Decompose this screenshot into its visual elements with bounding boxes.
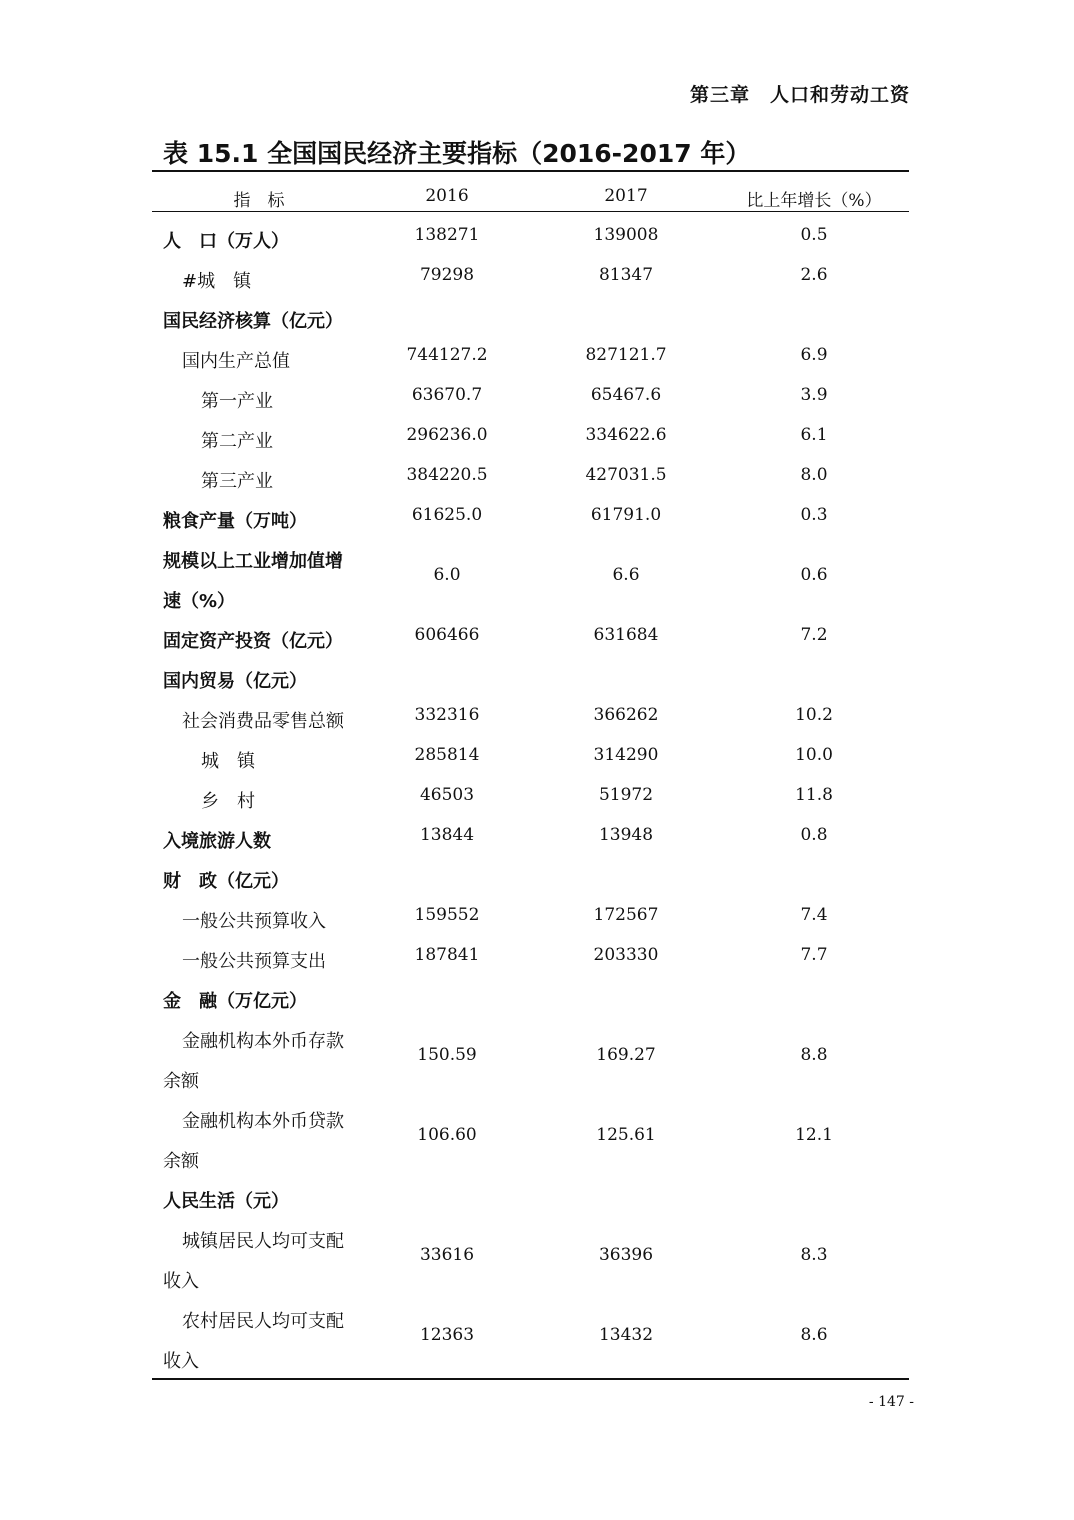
row-label: 速（%） <box>163 591 236 612</box>
row-label: 收入 <box>163 1271 199 1292</box>
cell-growth: 0.3 <box>800 505 828 525</box>
cell-v2017: 51972 <box>598 785 654 805</box>
column-header-2017: 2017 <box>604 186 648 206</box>
cell-growth: 7.4 <box>800 905 828 925</box>
cell-growth: 7.7 <box>800 945 828 965</box>
cell-growth: 6.9 <box>800 345 828 365</box>
cell-v2016: 12363 <box>419 1325 475 1345</box>
row-label: 规模以上工业增加值增 <box>163 551 343 572</box>
row-label: 一般公共预算支出 <box>182 951 326 972</box>
row-label: 农村居民人均可支配 <box>182 1311 344 1332</box>
cell-v2016: 285814 <box>414 745 480 765</box>
cell-v2017: 65467.6 <box>590 385 662 405</box>
row-label: 金融机构本外币贷款 <box>182 1111 344 1132</box>
column-header-2016: 2016 <box>425 186 469 206</box>
cell-v2016: 187841 <box>414 945 480 965</box>
cell-growth: 0.6 <box>800 565 828 585</box>
row-label: 城 镇 <box>201 751 255 772</box>
cell-v2017: 334622.6 <box>585 425 667 445</box>
cell-growth: 7.2 <box>800 625 828 645</box>
table-title: 表 15.1 全国国民经济主要指标（2016-2017 年） <box>163 139 751 168</box>
cell-v2017: 36396 <box>598 1245 654 1265</box>
column-header-indicator: 指 标 <box>233 191 285 211</box>
cell-v2017: 203330 <box>593 945 659 965</box>
row-label: 金融机构本外币存款 <box>182 1031 344 1052</box>
cell-v2016: 296236.0 <box>406 425 488 445</box>
cell-v2016: 63670.7 <box>411 385 483 405</box>
table-top-rule <box>152 170 909 172</box>
cell-v2016: 159552 <box>414 905 480 925</box>
row-label: 第三产业 <box>201 471 273 492</box>
cell-v2016: 606466 <box>414 625 480 645</box>
cell-v2016: 138271 <box>414 225 480 245</box>
row-label: 余额 <box>163 1071 199 1092</box>
row-label: #城 镇 <box>182 271 252 292</box>
row-label: 第二产业 <box>201 431 273 452</box>
cell-v2017: 366262 <box>593 705 659 725</box>
cell-growth: 8.6 <box>800 1325 828 1345</box>
row-label: 第一产业 <box>201 391 273 412</box>
row-label: 金 融（万亿元） <box>163 991 307 1012</box>
row-label: 粮食产量（万吨） <box>163 511 307 532</box>
row-label: 国内生产总值 <box>182 351 290 372</box>
cell-growth: 8.3 <box>800 1245 828 1265</box>
cell-v2017: 81347 <box>598 265 654 285</box>
cell-growth: 11.8 <box>795 785 833 805</box>
row-label: 城镇居民人均可支配 <box>182 1231 344 1252</box>
cell-v2017: 427031.5 <box>585 465 667 485</box>
cell-growth: 6.1 <box>800 425 828 445</box>
cell-growth: 8.8 <box>800 1045 828 1065</box>
page-number: - 147 - <box>868 1394 914 1410</box>
row-label: 余额 <box>163 1151 199 1172</box>
row-label: 收入 <box>163 1351 199 1372</box>
cell-growth: 0.8 <box>800 825 828 845</box>
cell-v2016: 332316 <box>414 705 480 725</box>
cell-v2017: 139008 <box>593 225 659 245</box>
cell-v2017: 169.27 <box>596 1045 656 1065</box>
cell-v2016: 61625.0 <box>411 505 483 525</box>
row-label: 一般公共预算收入 <box>182 911 326 932</box>
column-header-growth: 比上年增长（%） <box>746 191 882 211</box>
cell-v2017: 314290 <box>593 745 659 765</box>
table-header-rule <box>152 211 909 212</box>
cell-growth: 3.9 <box>800 385 828 405</box>
cell-v2017: 827121.7 <box>585 345 667 365</box>
cell-growth: 10.0 <box>795 745 833 765</box>
cell-v2016: 33616 <box>419 1245 475 1265</box>
cell-v2017: 6.6 <box>612 565 640 585</box>
row-label: 固定资产投资（亿元） <box>163 631 343 652</box>
chapter-header: 第三章 人口和劳动工资 <box>689 84 910 106</box>
cell-v2016: 13844 <box>419 825 475 845</box>
row-label: 人民生活（元） <box>163 1191 289 1212</box>
cell-growth: 2.6 <box>800 265 828 285</box>
cell-v2017: 61791.0 <box>590 505 662 525</box>
cell-v2017: 125.61 <box>596 1125 656 1145</box>
cell-v2016: 6.0 <box>433 565 461 585</box>
row-label: 乡 村 <box>201 791 255 812</box>
cell-growth: 0.5 <box>800 225 828 245</box>
row-label: 国内贸易（亿元） <box>163 671 307 692</box>
cell-growth: 8.0 <box>800 465 828 485</box>
cell-growth: 12.1 <box>795 1125 833 1145</box>
cell-growth: 10.2 <box>795 705 833 725</box>
table-bottom-rule <box>152 1378 909 1380</box>
cell-v2016: 46503 <box>419 785 475 805</box>
row-label: 社会消费品零售总额 <box>182 711 344 732</box>
row-label: 入境旅游人数 <box>163 831 271 852</box>
cell-v2017: 631684 <box>593 625 659 645</box>
cell-v2016: 744127.2 <box>406 345 488 365</box>
cell-v2016: 106.60 <box>417 1125 477 1145</box>
cell-v2017: 13948 <box>598 825 654 845</box>
cell-v2016: 384220.5 <box>406 465 488 485</box>
row-label: 财 政（亿元） <box>163 871 289 892</box>
cell-v2016: 79298 <box>419 265 475 285</box>
row-label: 国民经济核算（亿元） <box>163 311 343 332</box>
cell-v2017: 13432 <box>598 1325 654 1345</box>
cell-v2017: 172567 <box>593 905 659 925</box>
row-label: 人 口（万人） <box>163 231 289 252</box>
cell-v2016: 150.59 <box>417 1045 477 1065</box>
